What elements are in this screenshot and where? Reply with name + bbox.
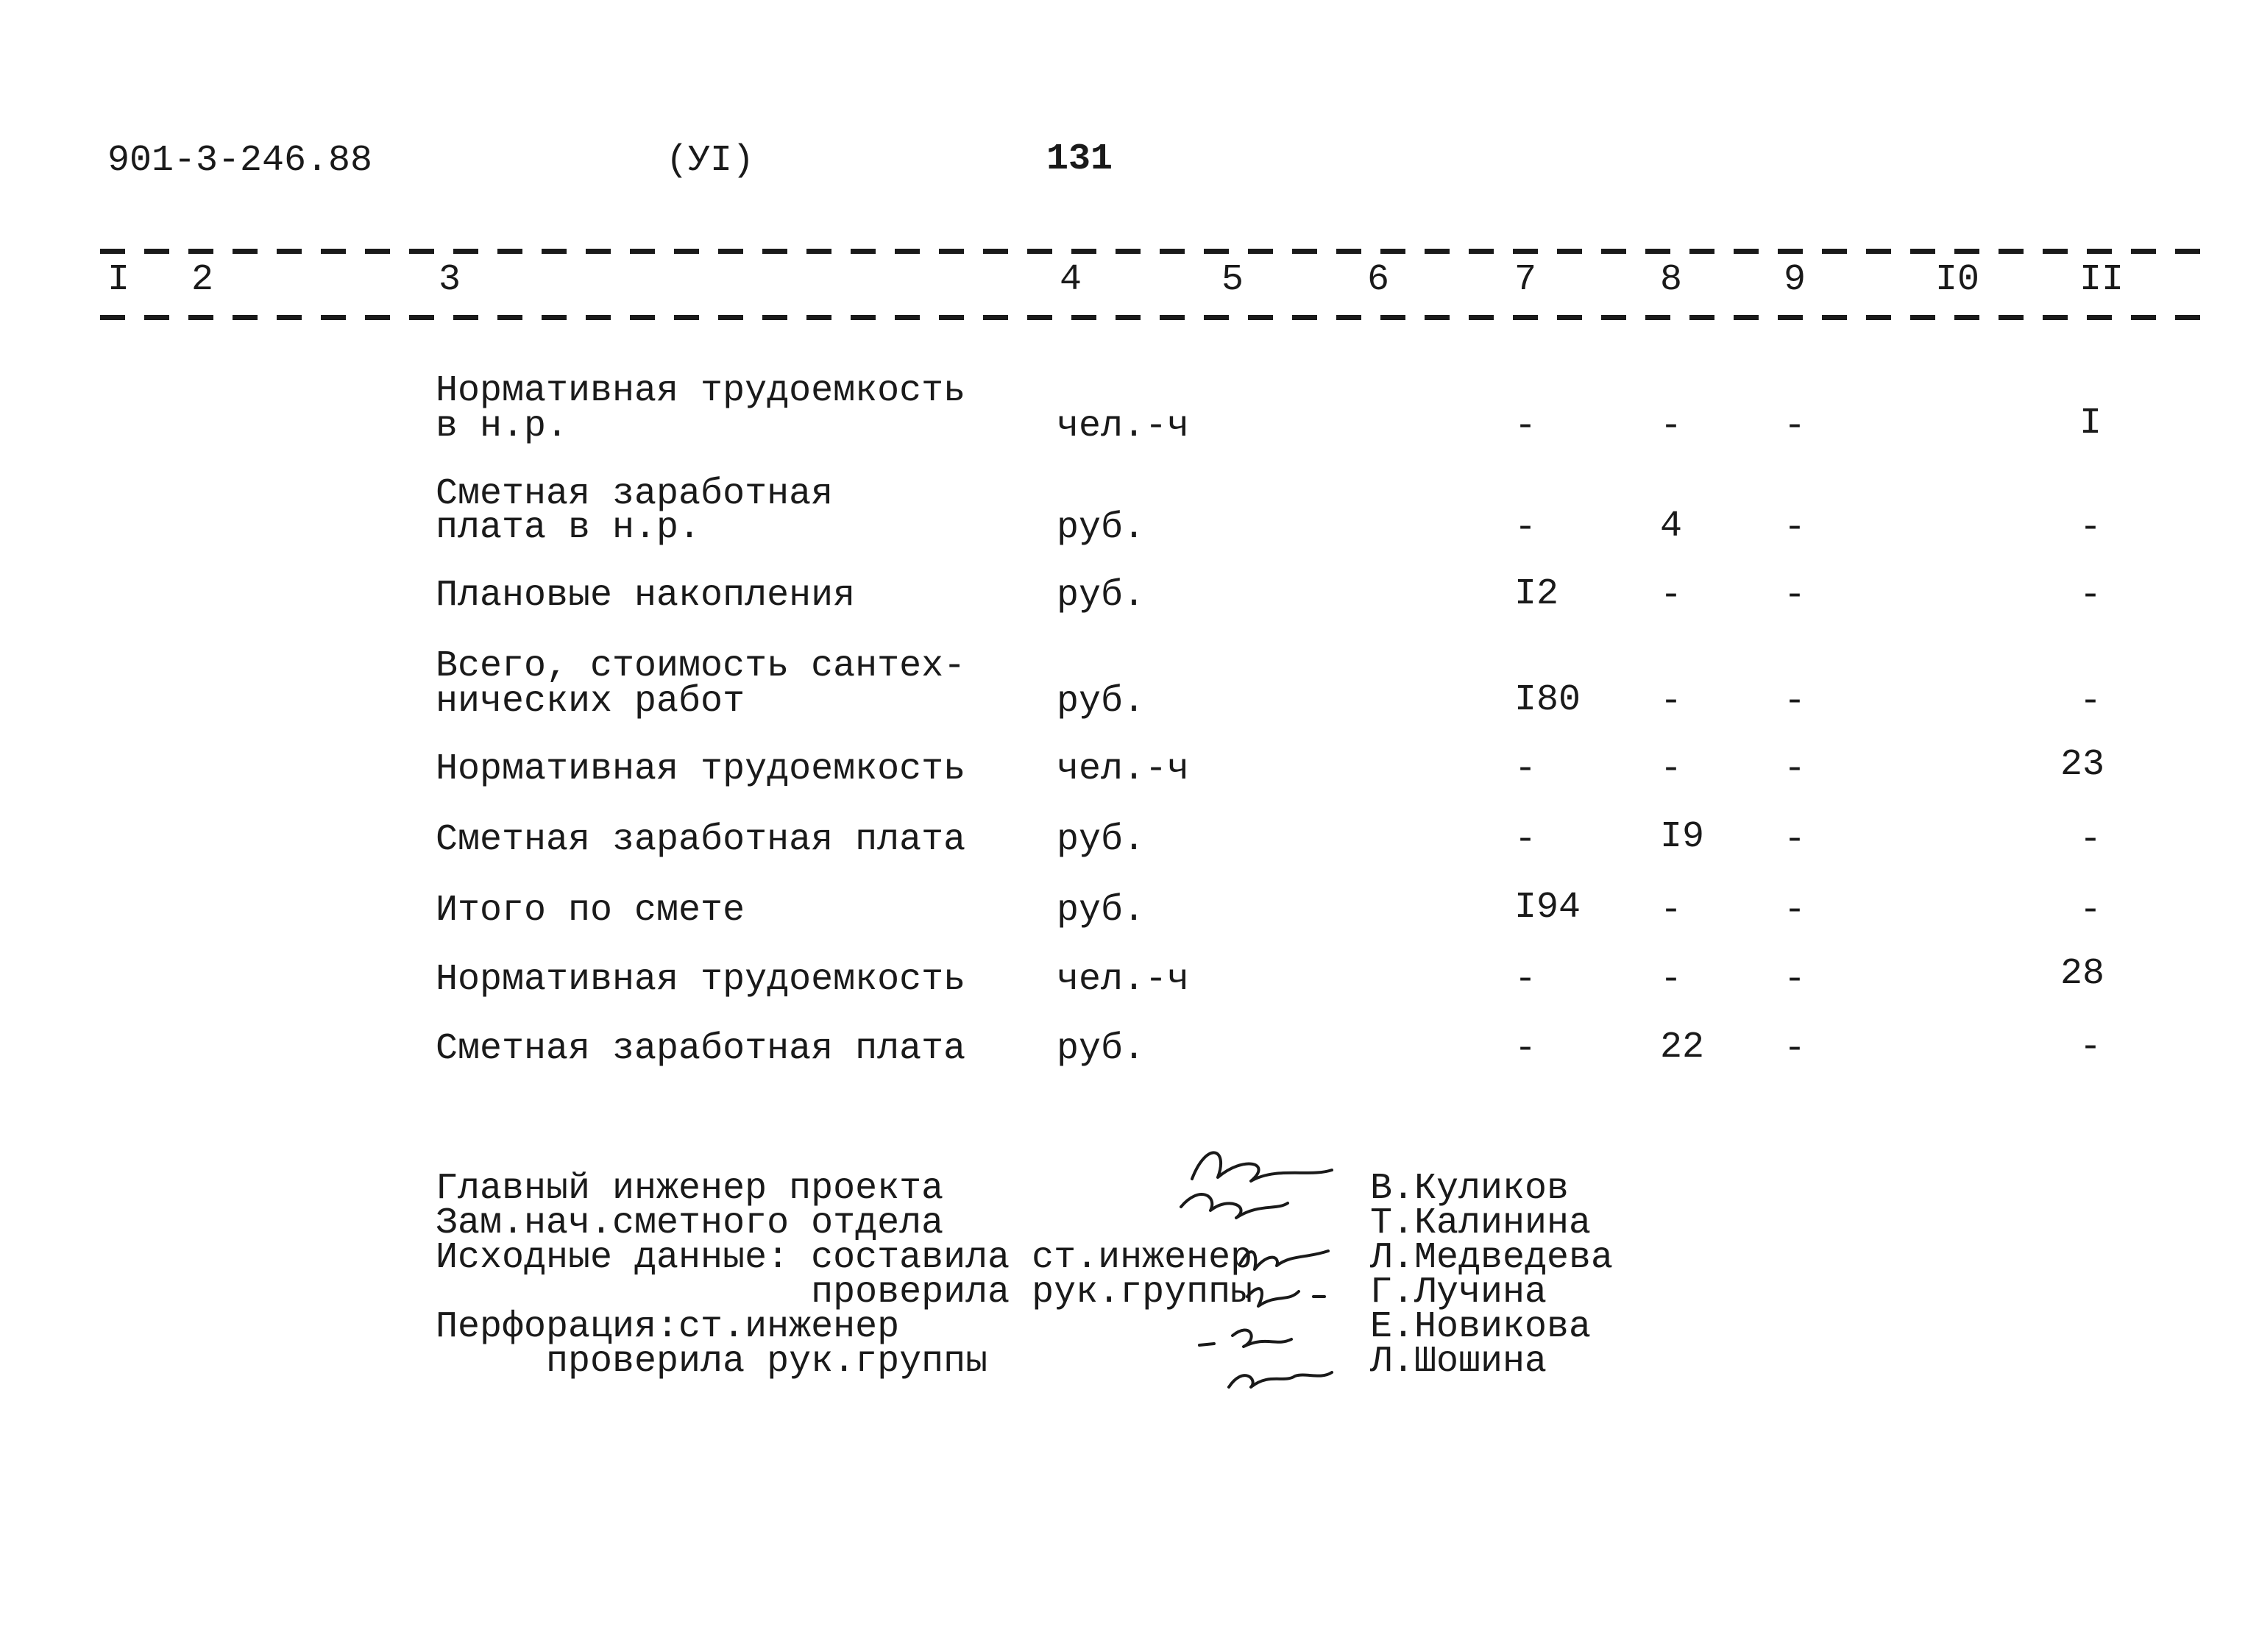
row-name-cont: плата в н.р. — [436, 507, 701, 549]
row-col7: I80 — [1514, 679, 1581, 721]
row-col11: I — [2079, 403, 2102, 444]
row-col8: - — [1660, 959, 1683, 1001]
row-name: Сметная заработная — [436, 473, 834, 515]
signature-role-compiled-by: Исходные данные: составила ст.инженер — [436, 1237, 1253, 1279]
row-col11: - — [2079, 507, 2102, 549]
row-unit: руб. — [1057, 507, 1146, 549]
column-header-1: I — [107, 259, 130, 301]
signature-role-deputy-head: Зам.нач.сметного отдела — [436, 1202, 944, 1244]
signature-role-perforation: Перфорация:ст.инженер — [436, 1306, 900, 1348]
row-name: Всего, стоимость сантех- — [436, 645, 966, 687]
row-unit: руб. — [1057, 575, 1146, 617]
header-rule-top — [100, 249, 2212, 254]
row-col9: - — [1784, 681, 1806, 723]
row-col7: I94 — [1514, 887, 1581, 929]
row-name: Сметная заработная плата — [436, 1028, 966, 1070]
row-unit: руб. — [1057, 890, 1146, 932]
row-col11: - — [2079, 819, 2102, 861]
row-col8: - — [1660, 405, 1683, 447]
row-name-cont: нических работ — [436, 681, 745, 723]
column-header-3: 3 — [439, 259, 461, 301]
row-col11: - — [2079, 1027, 2102, 1068]
column-header-10: I0 — [1935, 259, 1980, 301]
row-col7: - — [1514, 959, 1537, 1001]
row-name-cont: в н.р. — [436, 405, 569, 447]
signature-role-chief-engineer: Главный инженер проекта — [436, 1168, 944, 1210]
signature-role-checked-by: проверила рук.группы — [436, 1272, 1253, 1314]
row-col11: 28 — [2060, 953, 2105, 995]
column-header-8: 8 — [1660, 259, 1683, 301]
row-unit: чел.-ч — [1057, 405, 1190, 447]
row-col11: - — [2079, 575, 2102, 617]
row-name: Нормативная трудоемкость — [436, 959, 966, 1001]
section-code: (УI) — [666, 140, 755, 182]
row-col7: - — [1514, 405, 1537, 447]
signature-name-luchina: Г.Лучина — [1370, 1272, 1547, 1314]
row-col7: - — [1514, 1028, 1537, 1070]
document-code: 901-3-246.88 — [107, 140, 373, 182]
row-name: Плановые накопления — [436, 575, 856, 617]
row-name: Нормативная трудоемкость — [436, 370, 966, 412]
row-unit: чел.-ч — [1057, 748, 1190, 790]
handwritten-signatures — [1148, 1126, 1369, 1405]
row-col8: I9 — [1660, 816, 1705, 858]
row-col7: - — [1514, 819, 1537, 861]
row-unit: руб. — [1057, 819, 1146, 861]
row-col7: - — [1514, 748, 1537, 790]
row-col7: - — [1514, 507, 1537, 549]
row-name: Нормативная трудоемкость — [436, 748, 966, 790]
row-unit: чел.-ч — [1057, 959, 1190, 1001]
page-number: 131 — [1046, 138, 1113, 180]
signature-role-perforation-checked: проверила рук.группы — [436, 1341, 988, 1383]
column-header-7: 7 — [1514, 259, 1537, 301]
column-header-9: 9 — [1784, 259, 1806, 301]
row-col8: 22 — [1660, 1027, 1705, 1068]
column-header-2: 2 — [191, 259, 214, 301]
column-header-5: 5 — [1221, 259, 1244, 301]
row-col9: - — [1784, 748, 1806, 790]
column-header-4: 4 — [1060, 259, 1082, 301]
row-col8: - — [1660, 575, 1683, 617]
row-col8: 4 — [1660, 506, 1683, 547]
row-col9: - — [1784, 890, 1806, 932]
row-col9: - — [1784, 575, 1806, 617]
row-unit: руб. — [1057, 1028, 1146, 1070]
row-col11: 23 — [2060, 744, 2105, 786]
signature-name-kalinina: Т.Калинина — [1370, 1202, 1592, 1244]
row-col9: - — [1784, 959, 1806, 1001]
row-col9: - — [1784, 507, 1806, 549]
row-col9: - — [1784, 405, 1806, 447]
row-unit: руб. — [1057, 681, 1146, 723]
row-col8: - — [1660, 681, 1683, 723]
row-col8: - — [1660, 890, 1683, 932]
signature-name-novikova: Е.Новикова — [1370, 1306, 1592, 1348]
row-name: Сметная заработная плата — [436, 819, 966, 861]
row-name: Итого по смете — [436, 890, 745, 932]
column-header-11: II — [2079, 259, 2124, 301]
signature-name-kulikov: В.Куликов — [1370, 1168, 1570, 1210]
signature-name-shoshina: Л.Шошина — [1370, 1341, 1547, 1383]
column-header-6: 6 — [1367, 259, 1390, 301]
row-col11: - — [2079, 890, 2102, 932]
row-col9: - — [1784, 1028, 1806, 1070]
row-col11: - — [2079, 681, 2102, 723]
signature-name-medvedeva: Л.Медведева — [1370, 1237, 1614, 1279]
row-col9: - — [1784, 819, 1806, 861]
row-col8: - — [1660, 748, 1683, 790]
header-rule-bottom — [100, 315, 2212, 320]
row-col7: I2 — [1514, 573, 1559, 615]
